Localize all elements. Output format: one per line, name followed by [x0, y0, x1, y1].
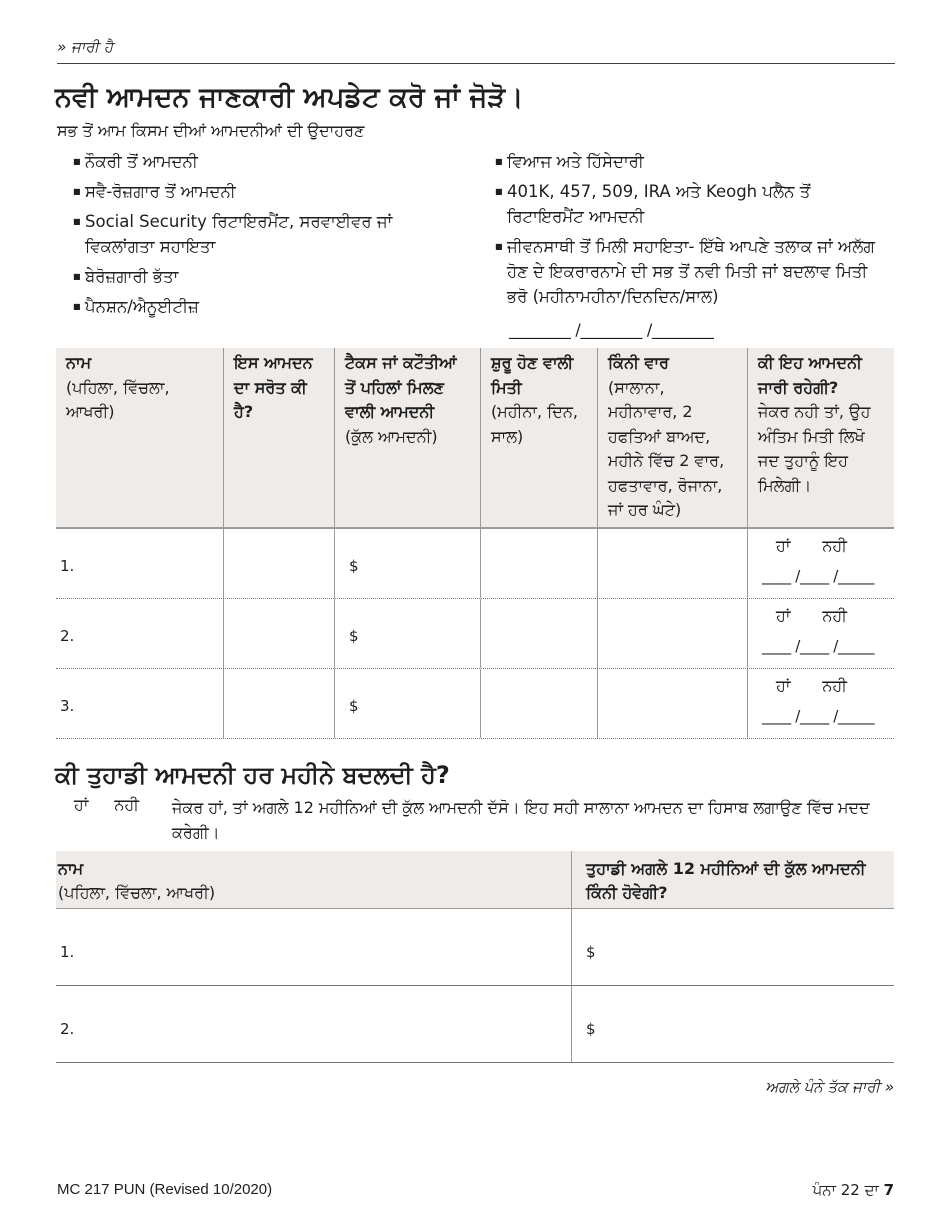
examples-subtitle: ਸਭ ਤੋਂ ਆਮ ਕਿਸਮ ਦੀਆਂ ਆਮਦਨੀਆਂ ਦੀ ਉਦਾਹਰਣ: [57, 121, 365, 140]
annual-income-table: [56, 851, 894, 1063]
name-cell[interactable]: 1.: [56, 909, 572, 985]
table-row: [56, 529, 894, 599]
name-cell[interactable]: 3.: [56, 669, 224, 738]
end-date-field[interactable]: ____ /____ /_____: [762, 637, 875, 655]
no-option[interactable]: ਨਹੀ: [822, 606, 847, 625]
annual-income-header: [56, 851, 894, 909]
section-title-monthly-change: ਕੀ ਤੁਹਾਡੀ ਆਮਦਨੀ ਹਰ ਮਹੀਨੇ ਬਦਲਦੀ ਹੈ?: [55, 761, 450, 789]
agreement-date-field[interactable]: ________ /________ /________: [509, 320, 714, 339]
continue-cell: [748, 529, 894, 598]
no-option[interactable]: ਨਹੀ: [822, 676, 847, 695]
list-item: ■ ਵਿਆਜ ਅਤੇ ਹਿੱਸੇਦਾਰੀ: [495, 149, 885, 174]
frequency-cell[interactable]: [598, 669, 748, 738]
continue-cell: [748, 669, 894, 738]
frequency-cell[interactable]: [598, 529, 748, 598]
header-frequency: ਕਿੰਨੀ ਵਾਰ (ਸਾਲਾਨਾ, ਮਹੀਨਾਵਾਰ, 2 ਹਫਤਿਆਂ ਬਾਅਦ, ਮਹੀਨੇ ਵਿੱਚ 2 ਵਾਰ, ਹਫਤਾਵਾਰ, ਰੋਜਾਨਾ, ਜਾਂ ਹਰ ਘੰਟੇ): [598, 348, 748, 527]
list-item: ■ ਸਵੈ-ਰੋਜ਼ਗਾਰ ਤੋਂ ਆਮਦਨੀ: [73, 179, 453, 204]
start-date-cell[interactable]: [481, 599, 598, 668]
start-date-cell[interactable]: [481, 529, 598, 598]
header-annual-total: ਤੁਹਾਡੀ ਅਗਲੇ 12 ਮਹੀਨਿਆਂ ਦੀ ਕੁੱਲ ਆਮਦਨੀ ਕਿੰਨੀ ਹੋਵੇਗੀ?: [586, 859, 866, 902]
yes-option[interactable]: ਹਾਂ: [776, 606, 791, 625]
continued-label: » ਜਾਰੀ ਹੈ: [57, 38, 113, 56]
name-cell[interactable]: 1.: [56, 529, 224, 598]
list-item: ■ 401K, 457, 509, IRA ਅਤੇ Keogh ਪਲੈਨ ਤੋਂ ਰਿਟਾਇਰਮੈਂਟ ਆਮਦਨੀ: [495, 179, 885, 229]
source-cell[interactable]: [224, 599, 335, 668]
list-item: ■ ਬੇਰੋਜ਼ਗਾਰੀ ਭੱਤਾ: [73, 264, 453, 289]
name-cell[interactable]: 2.: [56, 986, 572, 1062]
monthly-change-note: ਜੇਕਰ ਹਾਂ, ਤਾਂ ਅਗਲੇ 12 ਮਹੀਨਿਆਂ ਦੀ ਕੁੱਲ ਆਮਦਨੀ ਦੱਸੋ। ਇਹ ਸਹੀ ਸਾਲਾਨਾ ਆਮਦਨ ਦਾ ਹਿਸਾਬ ਲਗਾਉਣ ਵਿੱਚ ਮਦਦ ਕਰੇਗੀ।: [172, 798, 870, 842]
top-divider: [57, 63, 895, 64]
header-gross-income: ਟੈਕਸ ਜਾਂ ਕਟੌਤੀਆਂ ਤੋਂ ਪਹਿਲਾਂ ਮਿਲਣ ਵਾਲੀ ਆਮਦਨੀ (ਕੁੱਲ ਆਮਦਨੀ): [335, 348, 481, 527]
table-row: [56, 909, 894, 986]
yes-option[interactable]: ਹਾਂ: [776, 676, 791, 695]
gross-income-cell[interactable]: $: [335, 529, 481, 598]
yes-option[interactable]: ਹਾਂ: [776, 536, 791, 555]
continue-cell: [748, 599, 894, 668]
gross-income-cell[interactable]: $: [335, 599, 481, 668]
header-start-date: ਸ਼ੁਰੂ ਹੋਣ ਵਾਲੀ ਮਿਤੀ (ਮਹੀਨਾ, ਦਿਨ, ਸਾਲ): [481, 348, 598, 527]
table-row: [56, 669, 894, 739]
no-option[interactable]: ਨਹੀ: [822, 536, 847, 555]
header-continue: ਕੀ ਇਹ ਆਮਦਨੀ ਜਾਰੀ ਰਹੇਗੀ? ਜੇਕਰ ਨਹੀ ਤਾਂ, ਉਹ ਅੰਤਿਮ ਮਿਤੀ ਲਿਖੋ ਜਦ ਤੁਹਾਨੂੰ ਇਹ ਮਿਲੇਗੀ।: [758, 353, 871, 495]
name-cell[interactable]: 2.: [56, 599, 224, 668]
list-item: ■ Social Security ਰਿਟਾਇਰਮੈਂਟ, ਸਰਵਾਈਵਰ ਜਾਂ ਵਿਕਲਾਂਗਤਾ ਸਹਾਇਤਾ: [73, 209, 453, 259]
income-examples-right: [495, 149, 885, 314]
list-item: ■ ਜੀਵਨਸਾਥੀ ਤੋਂ ਮਿਲੀ ਸਹਾਇਤਾ- ਇੱਥੇ ਆਪਣੇ ਤਲਾਕ ਜਾਂ ਅਲੱਗ ਹੋਣ ਦੇ ਇਕਰਾਰਨਾਮੇ ਦੀ ਸਭ ਤੋਂ ਨਵੀ ਮਿਤੀ ਜਾਂ ਬਦਲਾਵ ਮਿਤੀ ਭਰੋ (ਮਹੀਨਾਮਹੀਨਾ/ਦਿਨਦਿਨ/ਸਾਲ): [495, 234, 885, 309]
end-date-field[interactable]: ____ /____ /_____: [762, 707, 875, 725]
yes-option[interactable]: ਹਾਂ: [74, 795, 89, 814]
page-number: ਪੰਨਾ 22 ਦਾ 7: [812, 1181, 894, 1199]
header-source: ਇਸ ਆਮਦਨ ਦਾ ਸਰੋਤ ਕੀ ਹੈ?: [224, 348, 335, 527]
header-name: ਨਾਮ (ਪਹਿਲਾ, ਵਿੱਚਲਾ, ਆਖਰੀ): [56, 348, 224, 527]
frequency-cell[interactable]: [598, 599, 748, 668]
source-cell[interactable]: [224, 669, 335, 738]
end-date-field[interactable]: ____ /____ /_____: [762, 567, 875, 585]
section-title-update-income: ਨਵੀ ਆਮਦਨ ਜਾਣਕਾਰੀ ਅਪਡੇਟ ਕਰੋ ਜਾਂ ਜੋੜੋ।: [55, 82, 524, 113]
header-name: ਨਾਮ (ਪਹਿਲਾ, ਵਿੱਚਲਾ, ਆਖਰੀ): [56, 851, 572, 908]
start-date-cell[interactable]: [481, 669, 598, 738]
income-table-header: [56, 348, 894, 529]
form-id: MC 217 PUN (Revised 10/2020): [57, 1181, 273, 1198]
income-table: [56, 348, 894, 739]
annual-total-cell[interactable]: $: [586, 943, 596, 961]
source-cell[interactable]: [224, 529, 335, 598]
no-option[interactable]: ਨਹੀ: [114, 795, 139, 814]
list-item: ■ ਨੌਕਰੀ ਤੋਂ ਆਮਦਨੀ: [73, 149, 453, 174]
continued-next-label: ਅਗਲੇ ਪੰਨੇ ਤੱਕ ਜਾਰੀ »: [765, 1078, 894, 1096]
list-item: ■ ਪੈਨਸ਼ਨ/ਐਨੂਈਟੀਜ਼: [73, 294, 453, 319]
monthly-change-options: [74, 795, 139, 815]
income-examples-left: [73, 149, 453, 324]
gross-income-cell[interactable]: $: [335, 669, 481, 738]
table-row: [56, 599, 894, 669]
annual-total-cell[interactable]: $: [586, 1020, 596, 1038]
table-row: [56, 986, 894, 1063]
